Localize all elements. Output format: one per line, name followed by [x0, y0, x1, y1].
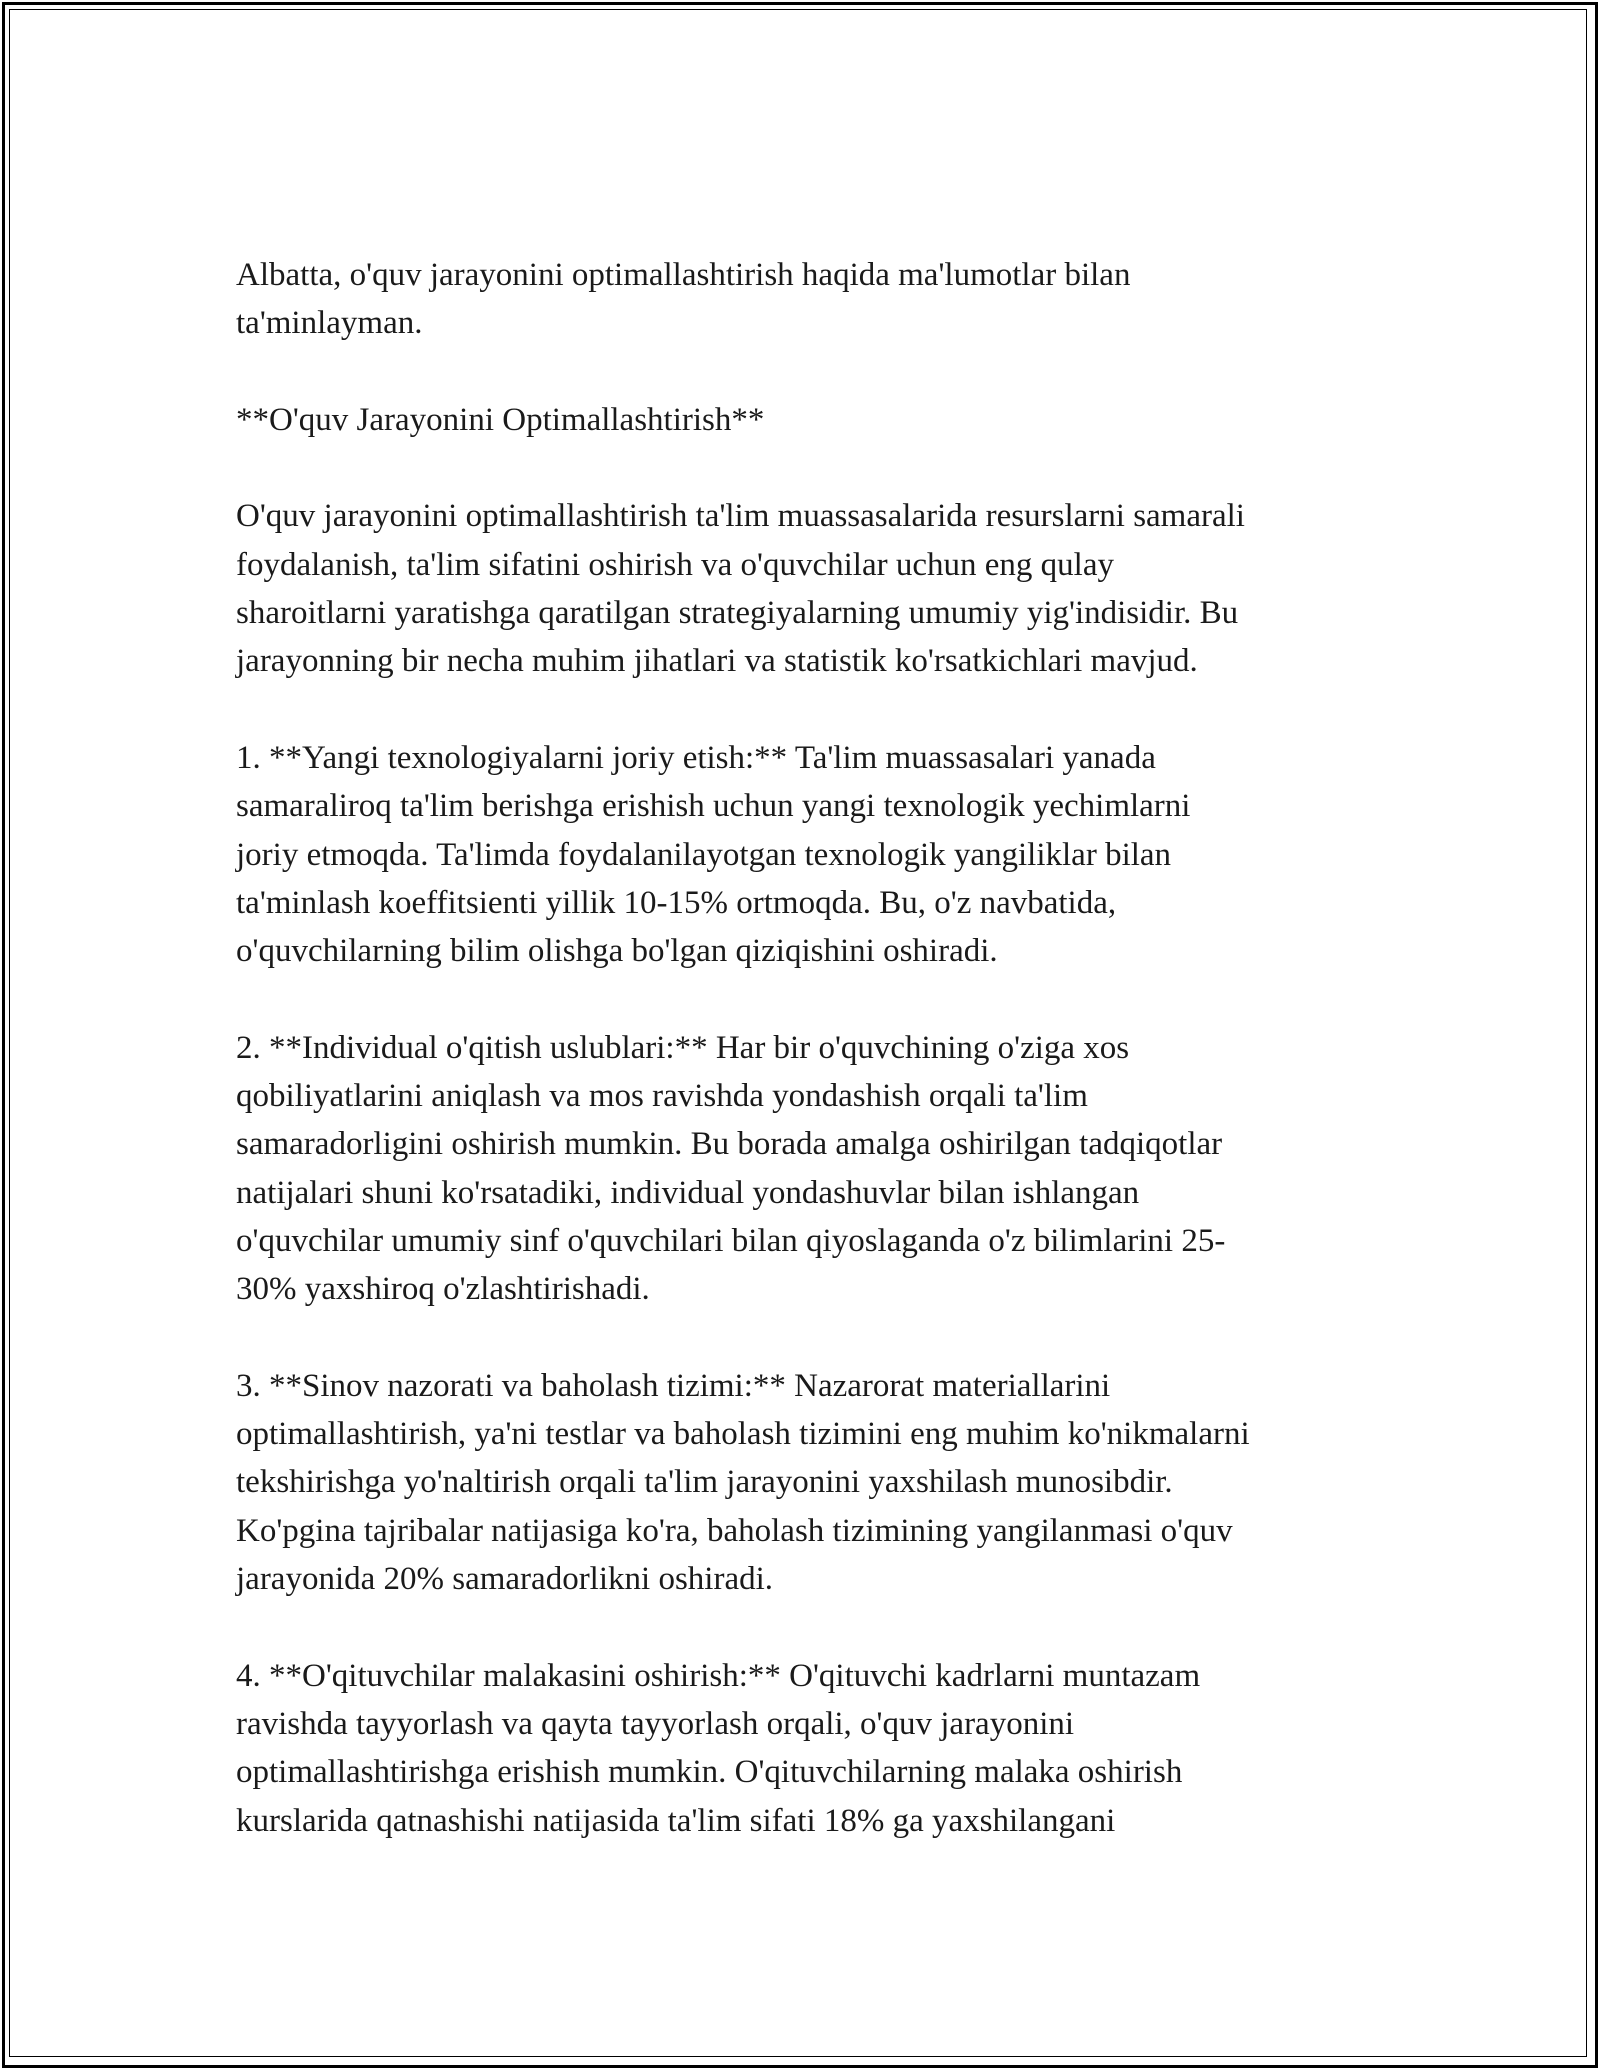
text-line: jarayonida 20% samaradorlikni oshiradi. — [236, 1561, 774, 1598]
text-line: 2. **Individual o'qitish uslublari:** Har bir o'quvchining o'ziga xos — [236, 1029, 1130, 1066]
text-line: samaradorligini oshirish mumkin. Bu borada amalga oshirilgan tadqiqotlar — [236, 1126, 1223, 1163]
text-line: ta'minlayman. — [236, 305, 423, 342]
text-line: Albatta, o'quv jarayonini optimallashtirish haqida ma'lumotlar bilan — [236, 257, 1131, 293]
text-line: o'quvchilarning bilim olishga bo'lgan qiziqishini oshiradi. — [236, 933, 998, 970]
text-line: joriy etmoqda. Ta'limda foydalanilayotgan texnologik yangiliklar bilan — [236, 836, 1172, 873]
text-line: qobiliyatlarini aniqlash va mos ravishda yondashish orqali ta'lim — [236, 1078, 1088, 1115]
text-line: samaraliroq ta'lim berishga erishish uchun yangi texnologik yechimlarni — [236, 788, 1191, 825]
text-line: optimallashtirishga erishish mumkin. O'qituvchilarning malaka oshirish — [236, 1754, 1183, 1791]
document-heading — [236, 396, 1376, 444]
list-item-1 — [236, 734, 1376, 975]
text-line: 3. **Sinov nazorati va baholash tizimi:** Nazarorat materiallarini — [236, 1367, 1111, 1404]
document-body — [236, 251, 1376, 1893]
text-line: foydalanish, ta'lim sifatini oshirish va o'quvchilar uchun eng qulay — [236, 546, 1114, 583]
text-line: optimallashtirish, ya'ni testlar va baholash tizimini eng muhim ko'nikmalarni — [236, 1416, 1250, 1453]
text-line: o'quvchilar umumiy sinf o'quvchilari bilan qiyoslaganda o'z bilimlarini 25- — [236, 1222, 1226, 1259]
text-line: Ko'pgina tajribalar natijasiga ko'ra, baholash tizimining yangilanmasi o'quv — [236, 1512, 1233, 1549]
text-line: jarayonning bir necha muhim jihatlari va statistik ko'rsatkichlari mavjud. — [236, 643, 1198, 680]
text-line: sharoitlarni yaratishga qaratilgan strategiyalarning umumiy yig'indisidir. Bu — [236, 595, 1239, 632]
list-item-3 — [236, 1362, 1376, 1603]
overview-paragraph — [236, 492, 1376, 685]
text-line: natijalari shuni ko'rsatadiki, individual yondashuvlar bilan ishlangan — [236, 1174, 1140, 1211]
text-line: 30% yaxshiroq o'zlashtirishadi. — [236, 1271, 650, 1308]
text-line: tekshirishga yo'naltirish orqali ta'lim jarayonini yaxshilash munosibdir. — [236, 1464, 1173, 1501]
text-line: 1. **Yangi texnologiyalarni joriy etish:** Ta'lim muassasalari yanada — [236, 739, 1156, 776]
intro-paragraph — [236, 251, 1376, 348]
text-line: kurslarida qatnashishi natijasida ta'lim sifati 18% ga yaxshilangani — [236, 1802, 1116, 1839]
text-line: ravishda tayyorlash va qayta tayyorlash orqali, o'quv jarayonini — [236, 1705, 1075, 1742]
text-line: O'quv jarayonini optimallashtirish ta'lim muassasalarida resurslarni samarali — [236, 498, 1245, 535]
list-item-2 — [236, 1024, 1376, 1314]
list-item-4 — [236, 1652, 1376, 1845]
text-line: ta'minlash koeffitsienti yillik 10-15% ortmoqda. Bu, o'z navbatida, — [236, 884, 1117, 921]
text-line: **O'quv Jarayonini Optimallashtirish** — [236, 401, 765, 438]
text-line: 4. **O'qituvchilar malakasini oshirish:** O'qituvchi kadrlarni muntazam — [236, 1657, 1201, 1694]
